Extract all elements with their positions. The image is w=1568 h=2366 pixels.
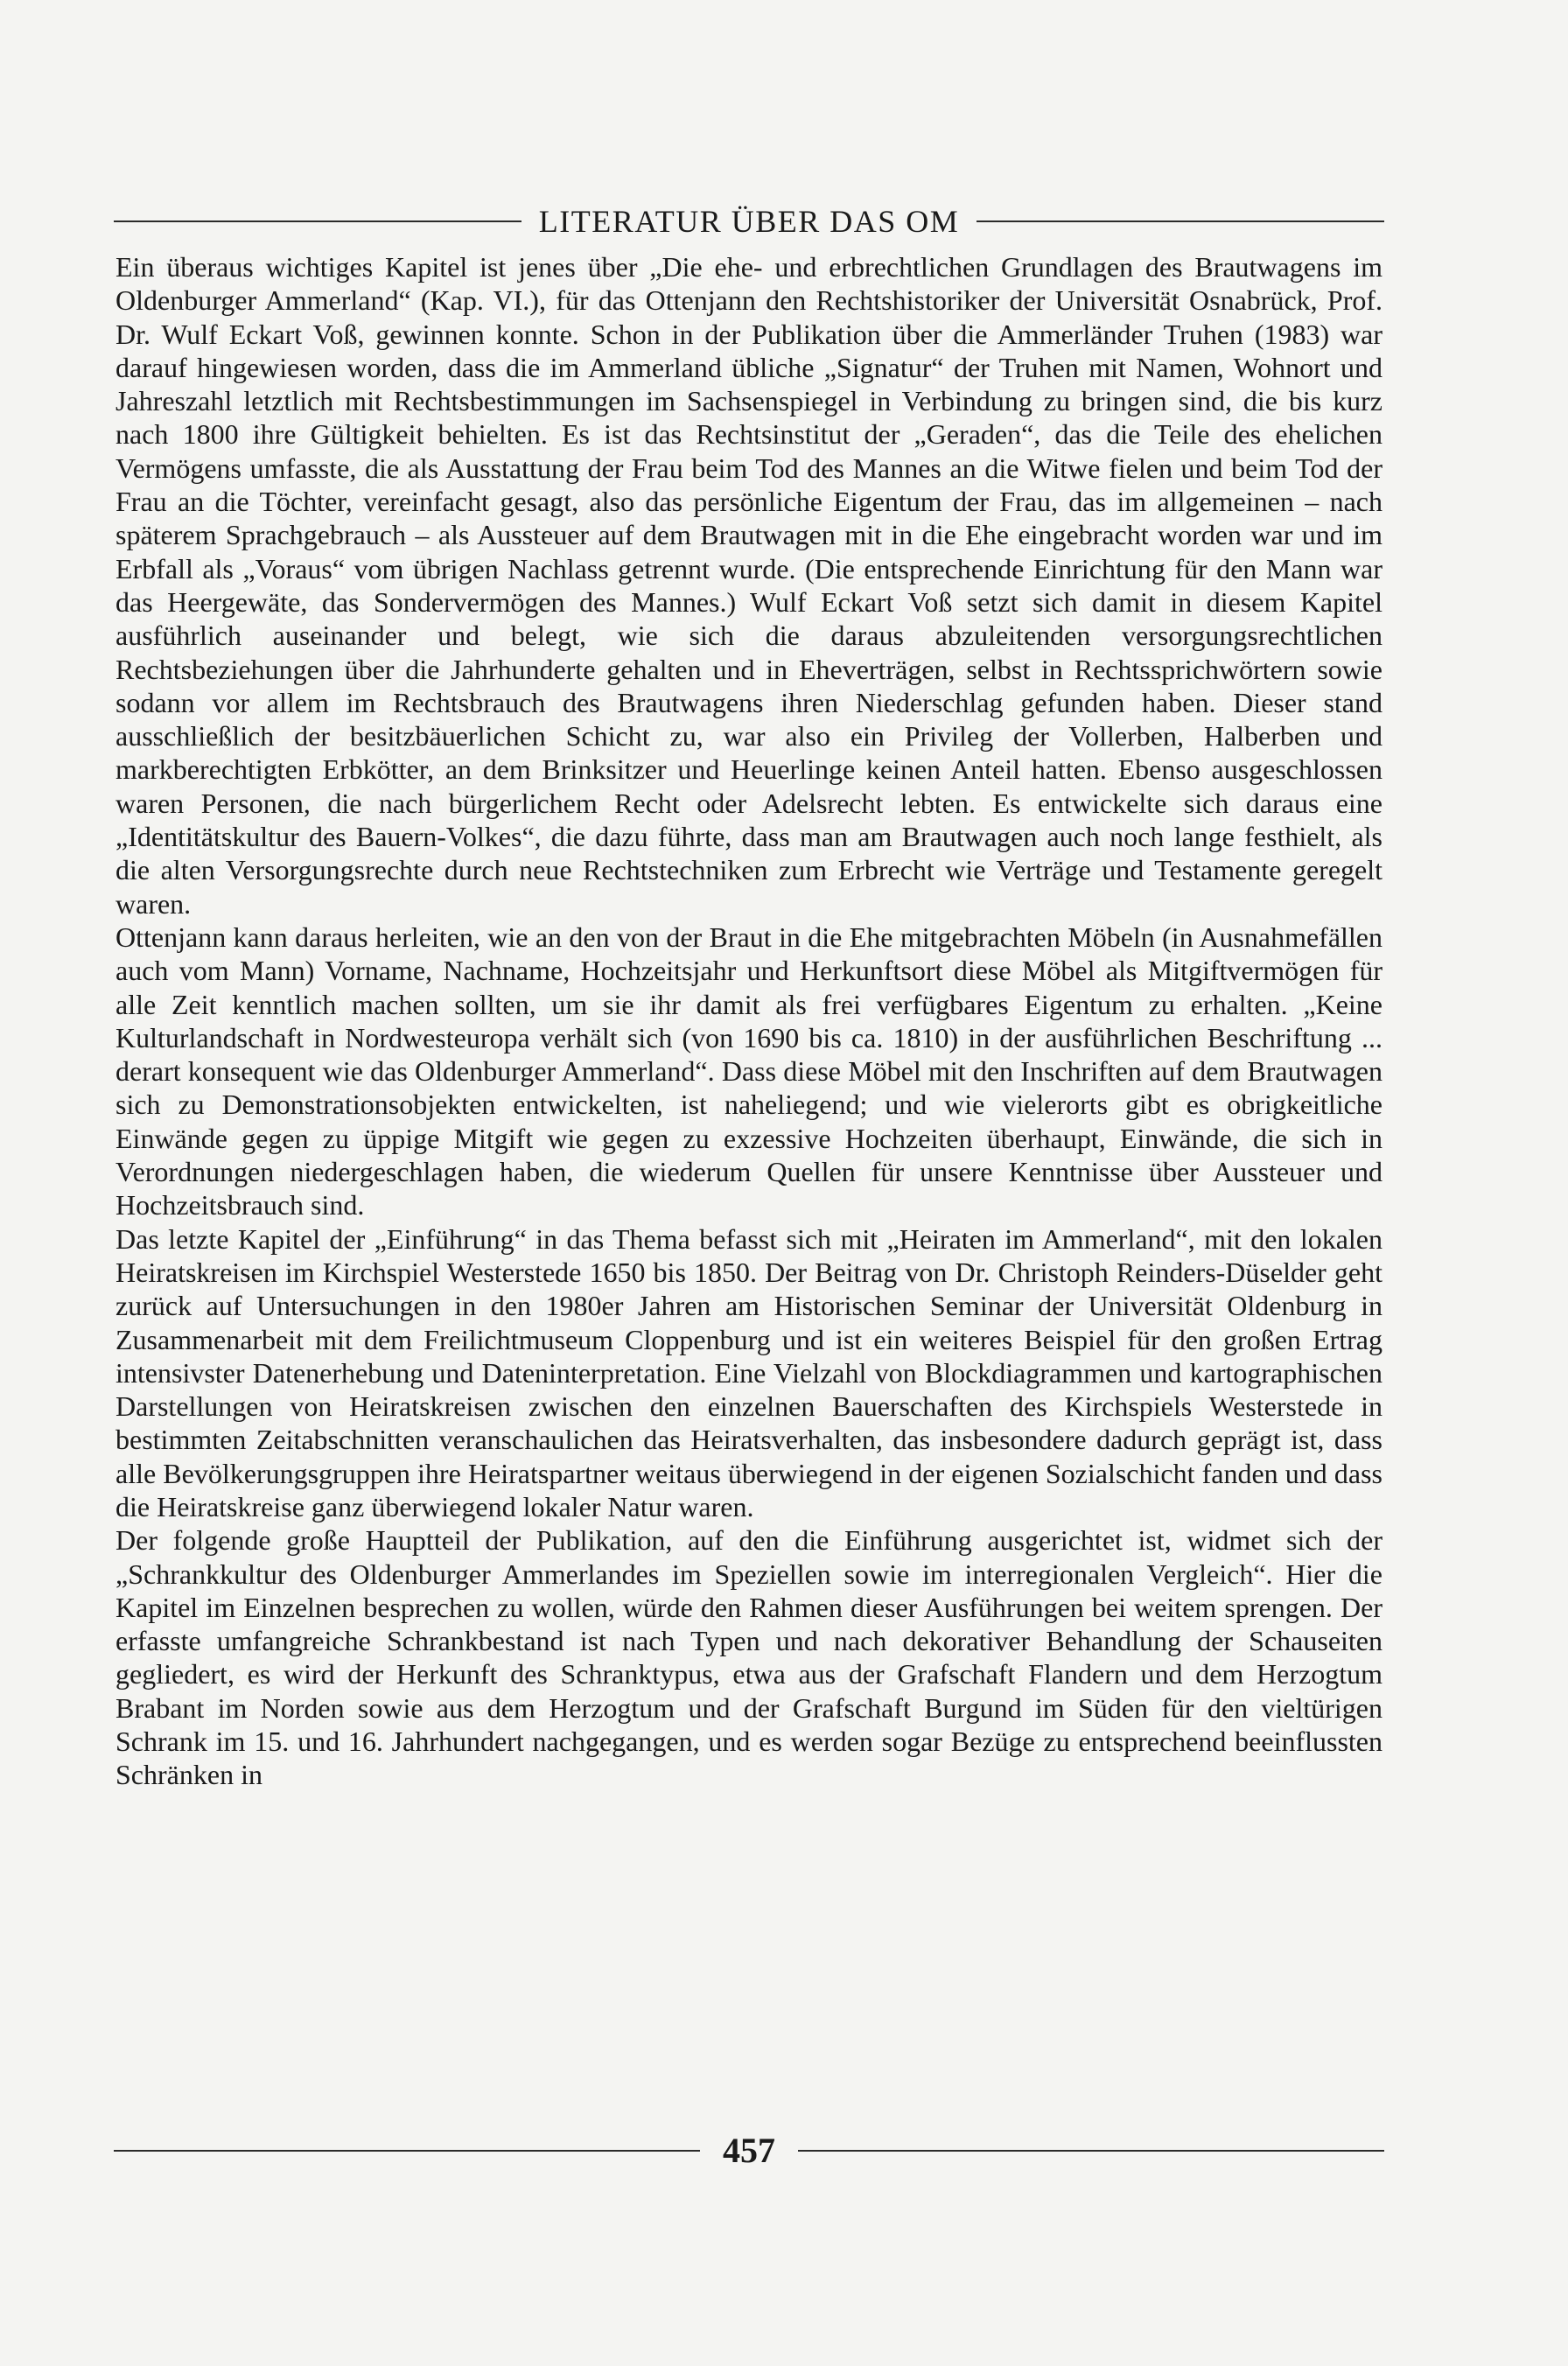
page-number: 457	[723, 2131, 775, 2170]
footer-rule-right	[798, 2150, 1384, 2152]
body-text	[116, 250, 1382, 1792]
header-rule-right	[976, 220, 1384, 222]
running-header-title: LITERATUR ÜBER DAS OM	[538, 204, 960, 239]
paragraph-1: Ein überaus wichtiges Kapitel ist jenes über „Die ehe- und erbrechtlichen Grundlagen des Brautwagens im Oldenburger Ammerland“ (Kap. VI.), für das Ottenjann den Rechtshistoriker der Universität Osnabrück, Prof. Dr. Wulf Eckart Voß, gewinnen konnte. Schon in der Publikation über die Ammerländer Truhen (1983) war darauf hingewiesen worden, dass die im Ammerland übliche „Signatur“ der Truhen mit Namen, Wohnort und Jahreszahl letztlich mit Rechtsbestimmungen im Sachsenspiegel in Verbindung zu bringen sind, die bis kurz nach 1800 ihre Gültigkeit behielten. Es ist das Rechtsinstitut der „Geraden“, das die Teile des ehelichen Vermögens umfasste, die als Ausstattung der Frau beim Tod des Mannes an die Witwe fielen und beim Tod der Frau an die Töchter, vereinfacht gesagt, also das persönliche Eigentum der Frau, das im allgemeinen – nach späterem Sprachgebrauch – als Aussteuer auf dem Brautwagen mit in die Ehe eingebracht worden war und im Erbfall als „Voraus“ vom übrigen Nachlass getrennt wurde. (Die entsprechende Einrichtung für den Mann war das Heergewäte, das Sondervermögen des Mannes.) Wulf Eckart Voß setzt sich damit in diesem Kapitel ausführlich auseinander und belegt, wie sich die daraus abzuleitenden versorgungsrechtlichen Rechtsbeziehungen über die Jahrhunderte gehalten und in Eheverträgen, selbst in Rechtssprichwörtern sowie sodann vor allem im Rechtsbrauch des Brautwagens ihren Niederschlag gefunden haben. Dieser stand ausschließlich der besitzbäuerlichen Schicht zu, war also ein Privileg der Vollerben, Halberben und markberechtigten Erbkötter, an dem Brinksitzer und Heuerlinge keinen Anteil hatten. Ebenso ausgeschlossen waren Personen, die nach bürgerlichem Recht oder Adelsrecht lebten. Es entwickelte sich daraus eine „Identitätskultur des Bauern-Volkes“, die dazu führte, dass man am Brautwagen auch noch lange festhielt, als die alten Versorgungsrechte durch neue Rechtstechniken zum Erbrecht wie Verträge und Testamente geregelt waren.	[116, 251, 1382, 920]
header-rule-left	[114, 220, 522, 222]
footer-rule-left	[114, 2150, 700, 2152]
paragraph-4: Der folgende große Hauptteil der Publikation, auf den die Einführung ausgerichtet ist, widmet sich der „Schrankkultur des Oldenburger Ammerlandes im Speziellen sowie im interregionalen Vergleich“. Hier die Kapitel im Einzelnen besprechen zu wollen, würde den Rahmen dieser Ausführungen bei weitem sprengen. Der erfasste umfangreiche Schrankbestand ist nach Typen und nach dekorativer Behandlung der Schauseiten gegliedert, es wird der Herkunft des Schranktypus, etwa aus der Grafschaft Flandern und dem Herzogtum Brabant im Norden sowie aus dem Herzogtum und der Grafschaft Burgund im Süden für den vieltürigen Schrank im 15. und 16. Jahrhundert nachgegangen, und es werden sogar Bezüge zu entsprechend beeinflussten Schränken in	[116, 1524, 1382, 1791]
page-footer	[114, 2124, 1384, 2177]
running-header	[114, 200, 1384, 243]
paragraph-3: Das letzte Kapitel der „Einführung“ in das Thema befasst sich mit „Heiraten im Ammerland“, mit den lokalen Heiratskreisen im Kirchspiel Westerstede 1650 bis 1850. Der Beitrag von Dr. Christoph Reinders-Düselder geht zurück auf Untersuchungen in den 1980er Jahren am Historischen Seminar der Universität Oldenburg in Zusammenarbeit mit dem Freilichtmuseum Cloppenburg und ist ein weiteres Beispiel für den großen Ertrag intensivster Datenerhebung und Dateninterpretation. Eine Vielzahl von Blockdiagrammen und kartographischen Darstellungen von Heiratskreisen zwischen den einzelnen Bauerschaften des Kirchspiels Westerstede in bestimmten Zeitabschnitten veranschaulichen das Heiratsverhalten, das insbesondere dadurch geprägt ist, dass alle Bevölkerungsgruppen ihre Heiratspartner weitaus überwiegend in der eigenen Sozialschicht fanden und dass die Heiratskreise ganz überwiegend lokaler Natur waren.	[116, 1222, 1382, 1522]
paragraph-2: Ottenjann kann daraus herleiten, wie an den von der Braut in die Ehe mitgebrachten Möbeln (in Ausnahmefällen auch vom Mann) Vorname, Nachname, Hochzeitsjahr und Herkunftsort diese Möbel als Mitgiftvermögen für alle Zeit kenntlich machen sollten, um sie ihr damit als frei verfügbares Eigentum zu erhalten. „Keine Kulturlandschaft in Nordwesteuropa verhält sich (von 1690 bis ca. 1810) in der ausführlichen Beschriftung ... derart konsequent wie das Oldenburger Ammerland“. Dass diese Möbel mit den Inschriften auf dem Brautwagen sich zu Demonstrationsobjekten entwickelten, ist naheliegend; und wie vielerorts gibt es obrigkeitliche Einwände gegen zu üppige Mitgift wie gegen zu exzessive Hochzeiten überhaupt, Einwände, die sich in Verordnungen niedergeschlagen haben, die wiederum Quellen für unsere Kenntnisse über Aussteuer und Hochzeitsbrauch sind.	[116, 920, 1382, 1222]
